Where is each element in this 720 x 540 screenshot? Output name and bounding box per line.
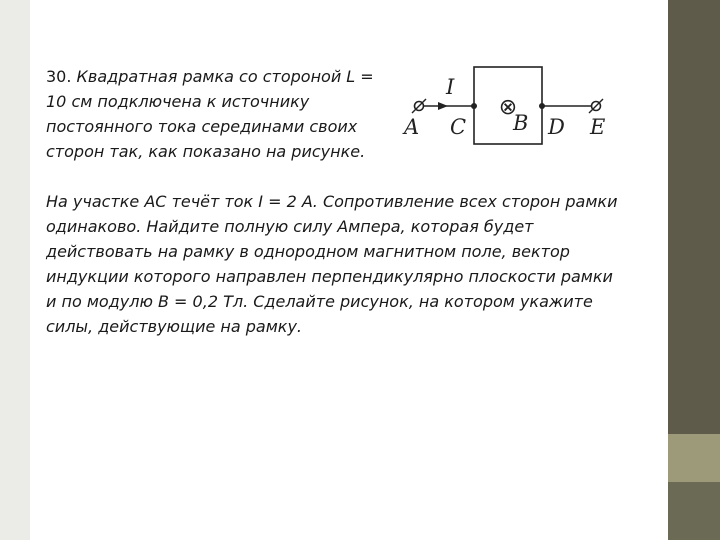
label-current: I: [446, 75, 455, 99]
decorative-side-strip: [668, 0, 720, 434]
magnetic-field-into-page-icon: ⊗: [498, 95, 518, 120]
problem-intro-text: Квадратная рамка со стороной L = 10 см подключена к источнику постоянного тока серединами своих сторон так, как показано на рисунке.: [46, 67, 374, 161]
node-d: [539, 103, 545, 109]
label-c: C: [450, 115, 467, 139]
current-arrow: [438, 102, 448, 110]
decorative-side-strip-accent: [668, 434, 720, 482]
problem-number: 30.: [46, 67, 72, 86]
decorative-side-strip-bottom: [668, 482, 720, 540]
label-d: D: [548, 115, 565, 139]
problem-intro: [46, 64, 396, 164]
circuit-diagram: [400, 62, 620, 152]
circuit-figure: [400, 62, 620, 152]
label-a: A: [404, 115, 420, 139]
node-c: [471, 103, 477, 109]
label-b: B: [513, 111, 529, 135]
label-e: E: [590, 115, 606, 139]
problem-body-text: На участке АС течёт ток I = 2 А. Сопротивление всех сторон рамки одинаково. Найдите полную силу Ампера, которая будет действовать на рамку в однородном магнитном поле, вектор индукции которого направлен перпендикулярно плоскости рамки и по модулю В = 0,2 Тл. Сделайте рисунок, на котором укажите силы, действующие на рамку.: [46, 192, 618, 336]
